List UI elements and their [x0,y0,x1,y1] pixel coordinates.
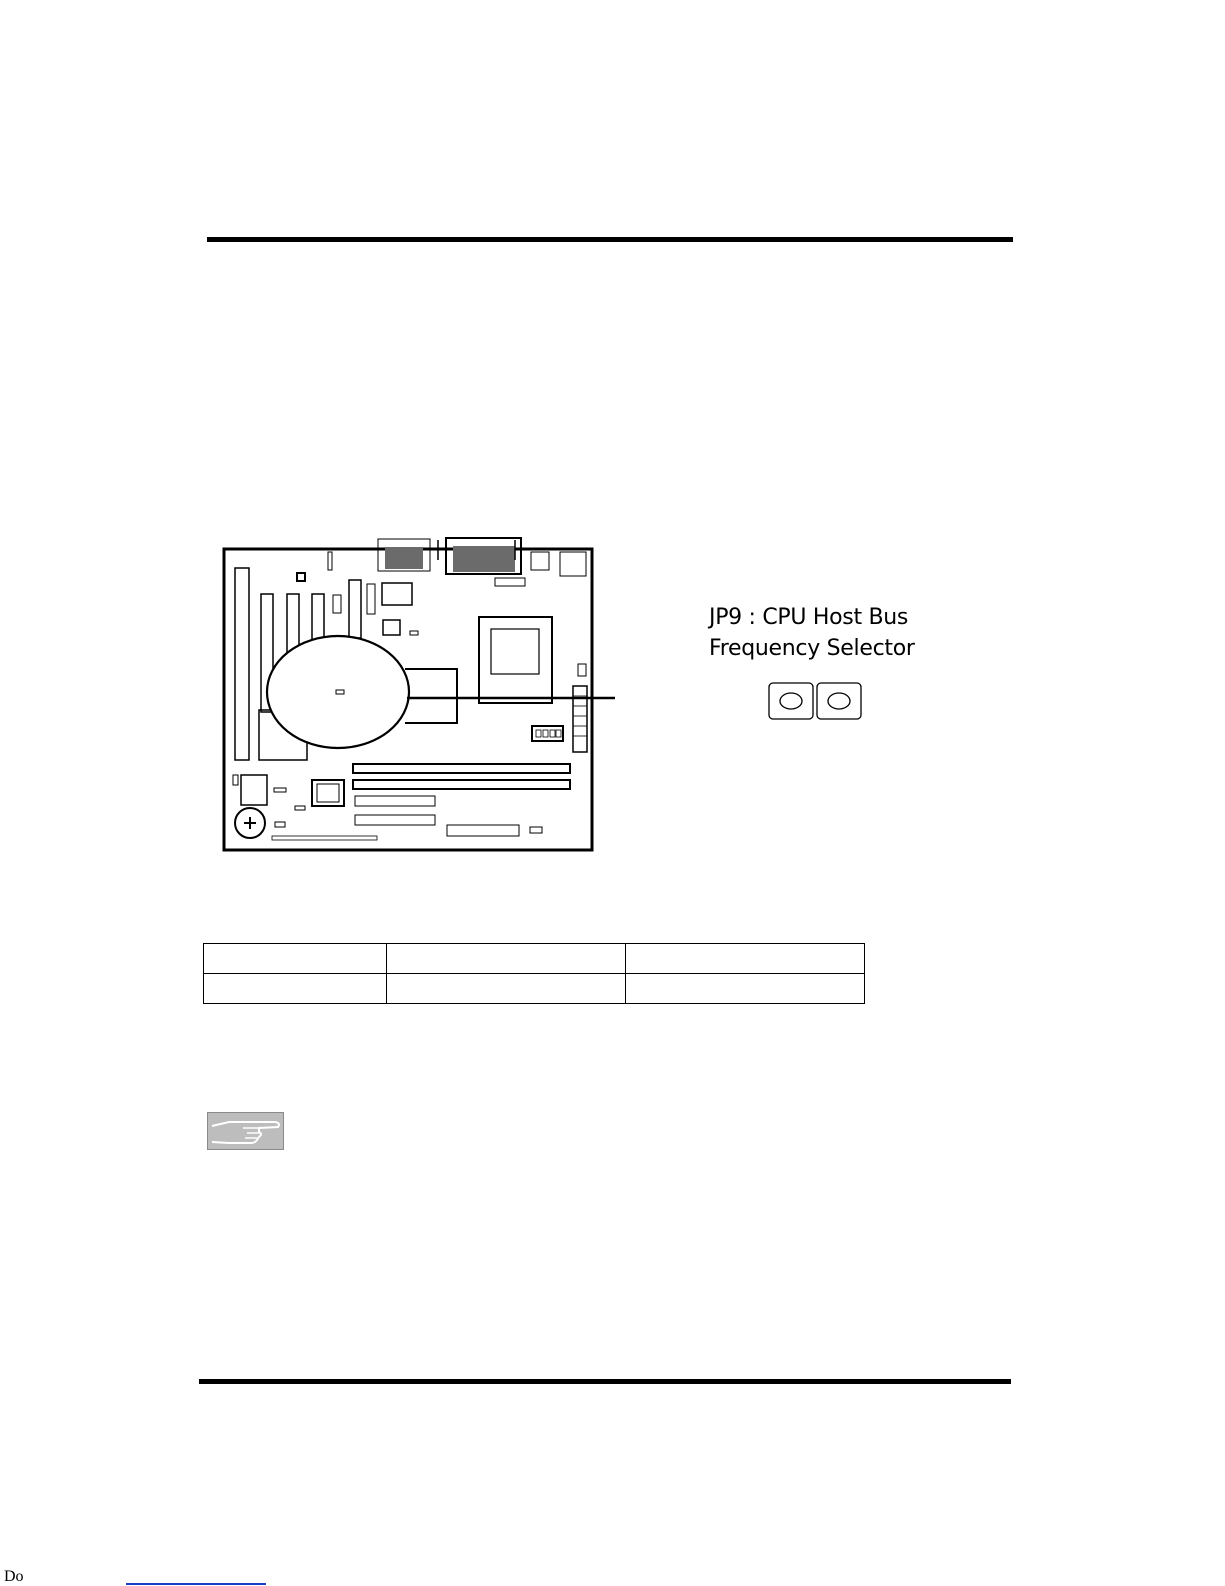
callout-subtitle: Frequency Selector [709,636,915,661]
dimm-slot-1 [353,764,570,773]
footer-text: Do [4,1568,24,1585]
ide-2 [355,815,435,825]
bottom-rule [199,1379,1011,1384]
callout-title: JP9 : CPU Host Bus [709,605,909,630]
table-cell [204,974,387,1004]
top-rule [207,237,1013,242]
usb-connector [531,552,549,570]
pointing-hand-icon [207,1112,284,1150]
table-row [204,974,865,1004]
cpu-socket [479,617,552,703]
table-cell [387,974,626,1004]
audio-connector [560,552,586,576]
table-cell [204,944,387,974]
jumper-pins-icon [766,681,864,721]
table-cell [626,974,865,1004]
dip-switch [532,726,563,741]
dimm-slot-2 [353,780,570,789]
ide-1 [355,796,435,806]
table-row [204,944,865,974]
motherboard-diagram [215,530,615,855]
table-cell [626,944,865,974]
zoom-ellipse [267,636,409,748]
fdd [447,825,519,836]
frequency-table [203,943,865,1004]
table-cell [387,944,626,974]
slot-1 [235,568,249,760]
